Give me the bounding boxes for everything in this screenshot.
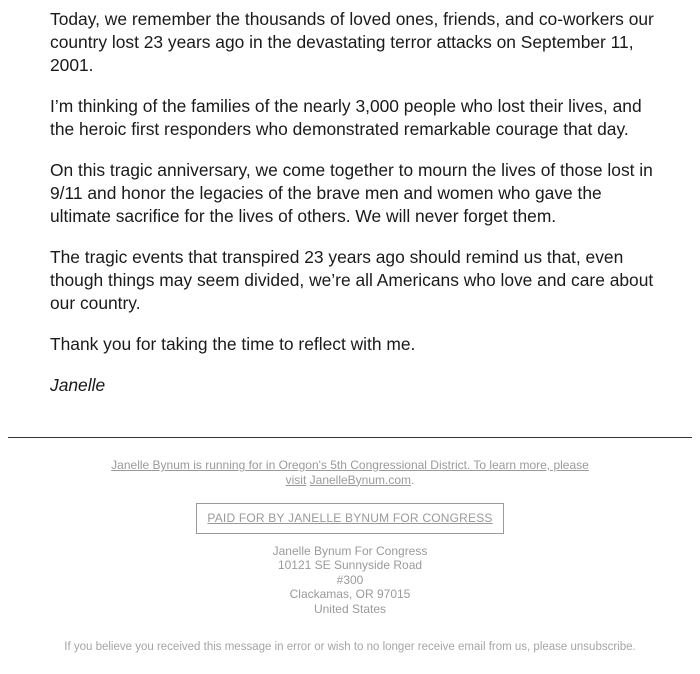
email-footer (0, 458, 700, 655)
paragraph-thanks: Thank you for taking the time to reflect with me. (50, 334, 416, 354)
address-city: Clackamas, OR 97015 (289, 587, 411, 601)
campaign-note-period: . (411, 472, 415, 487)
campaign-website-link[interactable]: JanelleBynum.com (309, 472, 412, 487)
address-unit: #300 (336, 572, 364, 587)
paragraph-anniversary: On this tragic anniversary, we come together to mourn the lives of those lost in 9/11 and honor the legacies of the brave men and women who gave the ultimate sacrifice for the lives of others. We will never forget them. (50, 160, 653, 226)
address-street: 10121 SE Sunnyside Road (277, 558, 423, 572)
paid-for-text[interactable]: PAID FOR BY JANELLE BYNUM FOR CONGRESS (207, 511, 493, 525)
address-org: Janelle Bynum For Congress (272, 543, 428, 558)
paragraph-remembrance: Today, we remember the thousands of loved ones, friends, and co-workers our country lost 23 years ago in the devastating terror attacks on September 11, 2001. (50, 9, 654, 75)
paragraph-families: I’m thinking of the families of the nearly 3,000 people who lost their lives, and the heroic first responders who demonstrated remarkable courage that day. (50, 96, 642, 139)
footer-divider (8, 437, 692, 438)
signature: Janelle (50, 375, 106, 395)
mailing-address (0, 544, 700, 617)
campaign-note-link-text[interactable]: Janelle Bynum is running for in Oregon's 5th Congressional District. To learn more, please visit (111, 458, 589, 487)
paid-for-disclaimer (196, 503, 503, 534)
email-body (50, 8, 660, 415)
unsubscribe-notice[interactable]: If you believe you received this message in error or wish to no longer receive email from us, please unsubscribe. (64, 641, 636, 653)
campaign-note (105, 458, 595, 487)
paragraph-unity: The tragic events that transpired 23 years ago should remind us that, even though things may seem divided, we’re all Americans who love and care about our country. (50, 247, 654, 313)
address-country: United States (313, 601, 387, 616)
